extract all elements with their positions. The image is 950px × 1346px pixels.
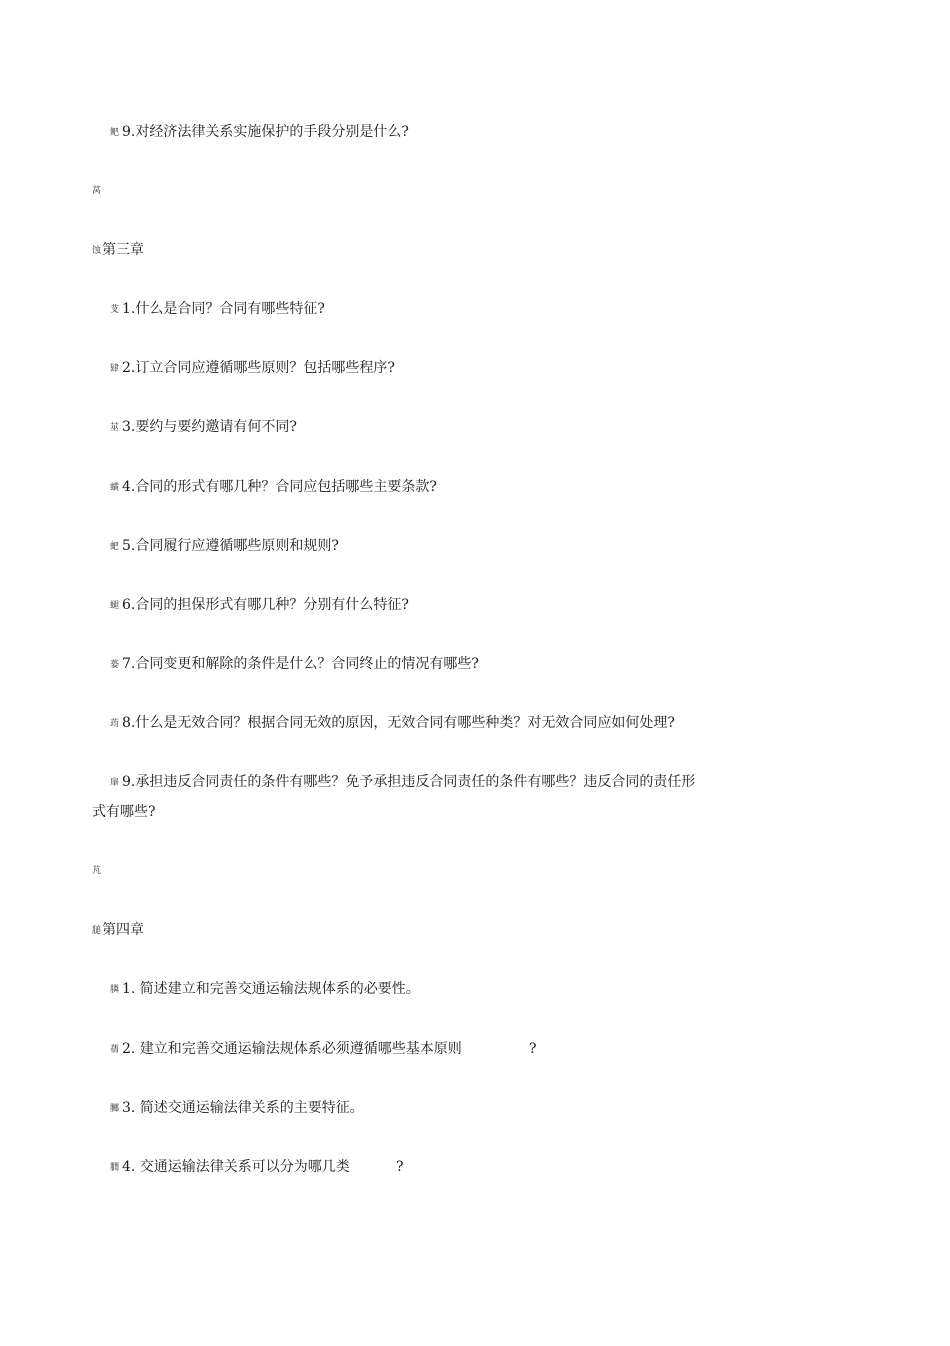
question-text: 7.合同变更和解除的条件是什么？合同终止的情况有哪些? bbox=[122, 656, 479, 672]
ocr-artifact-mark: 肄 bbox=[110, 364, 120, 374]
question-text: 4.合同的形式有哪几种？合同应包括哪些主要条款? bbox=[122, 479, 437, 495]
question-line bbox=[110, 1099, 364, 1118]
question-continuation: 式有哪些? bbox=[92, 804, 156, 820]
question-line bbox=[110, 596, 409, 615]
ocr-artifact-mark: 膦 bbox=[110, 985, 120, 995]
ocr-artifact-mark: 膶 bbox=[110, 1163, 120, 1173]
question-text: 4. 交通运输法律关系可以分为哪几类 bbox=[122, 1159, 350, 1175]
ocr-artifact-mark: 芃 bbox=[92, 866, 102, 876]
question-text: 8.什么是无效合同？根据合同无效的原因，无效合同有哪些种类？对无效合同应如何处理? bbox=[122, 715, 675, 731]
ocr-artifact-mark: 莴 bbox=[92, 186, 102, 196]
question-line bbox=[110, 123, 409, 142]
ocr-artifact-mark: 肁 bbox=[110, 778, 120, 788]
chapter-heading bbox=[92, 241, 144, 260]
question-text: 9.承担违反合同责任的条件有哪些？免予承担违反合同责任的条件有哪些？违反合同的责任形 bbox=[122, 774, 696, 790]
question-text: 2. 建立和完善交通运输法规体系必须遵循哪些基本原则 bbox=[122, 1041, 462, 1057]
ocr-artifact-mark: 膇 bbox=[92, 926, 102, 936]
question-line bbox=[110, 655, 479, 674]
question-line bbox=[110, 1158, 350, 1177]
chapter-heading bbox=[92, 921, 144, 940]
question-text: 1. 简述建立和完善交通运输法规体系的必要性。 bbox=[122, 981, 420, 997]
question-line bbox=[110, 300, 325, 319]
question-line bbox=[110, 418, 297, 437]
ocr-artifact-mark: 膷 bbox=[110, 1104, 120, 1114]
ocr-artifact-mark: 鲃 bbox=[110, 128, 120, 138]
ocr-artifact-mark: 螁 bbox=[110, 601, 120, 611]
question-mark: ? bbox=[396, 1159, 404, 1175]
question-line bbox=[110, 714, 675, 733]
question-text: 3.要约与要约邀请有何不同? bbox=[122, 419, 297, 435]
question-text: 9.对经济法律关系实施保护的手段分别是什么? bbox=[122, 124, 409, 140]
question-text: 3. 简述交通运输法律关系的主要特征。 bbox=[122, 1100, 364, 1116]
question-text: 2.订立合同应遵循哪些原则？包括哪些程序? bbox=[122, 360, 395, 376]
question-text: 5.合同履行应遵循哪些原则和规则? bbox=[122, 538, 339, 554]
question-line bbox=[110, 773, 695, 792]
chapter-title: 第三章 bbox=[102, 242, 144, 258]
question-line bbox=[110, 359, 395, 378]
question-line bbox=[110, 1040, 462, 1059]
question-mark: ? bbox=[529, 1041, 537, 1057]
question-line bbox=[110, 478, 437, 497]
ocr-artifact-mark: 莁 bbox=[110, 423, 120, 433]
ocr-artifact-mark: 蒆 bbox=[110, 660, 120, 670]
ocr-artifact-mark: 蚆 bbox=[110, 542, 120, 552]
question-text: 6.合同的担保形式有哪几种？分别有什么特征? bbox=[122, 597, 409, 613]
ocr-artifact-mark: 蚀 bbox=[92, 246, 102, 256]
ocr-artifact-mark: 蒨 bbox=[110, 1045, 120, 1055]
chapter-title: 第四章 bbox=[102, 922, 144, 938]
ocr-artifact-mark: 芆 bbox=[110, 305, 120, 315]
ocr-artifact-mark: 蟥 bbox=[110, 483, 120, 493]
question-text: 1.什么是合同？合同有哪些特征? bbox=[122, 301, 325, 317]
ocr-artifact-mark: 荺 bbox=[110, 719, 120, 729]
question-line bbox=[110, 537, 339, 556]
question-line bbox=[110, 980, 420, 999]
